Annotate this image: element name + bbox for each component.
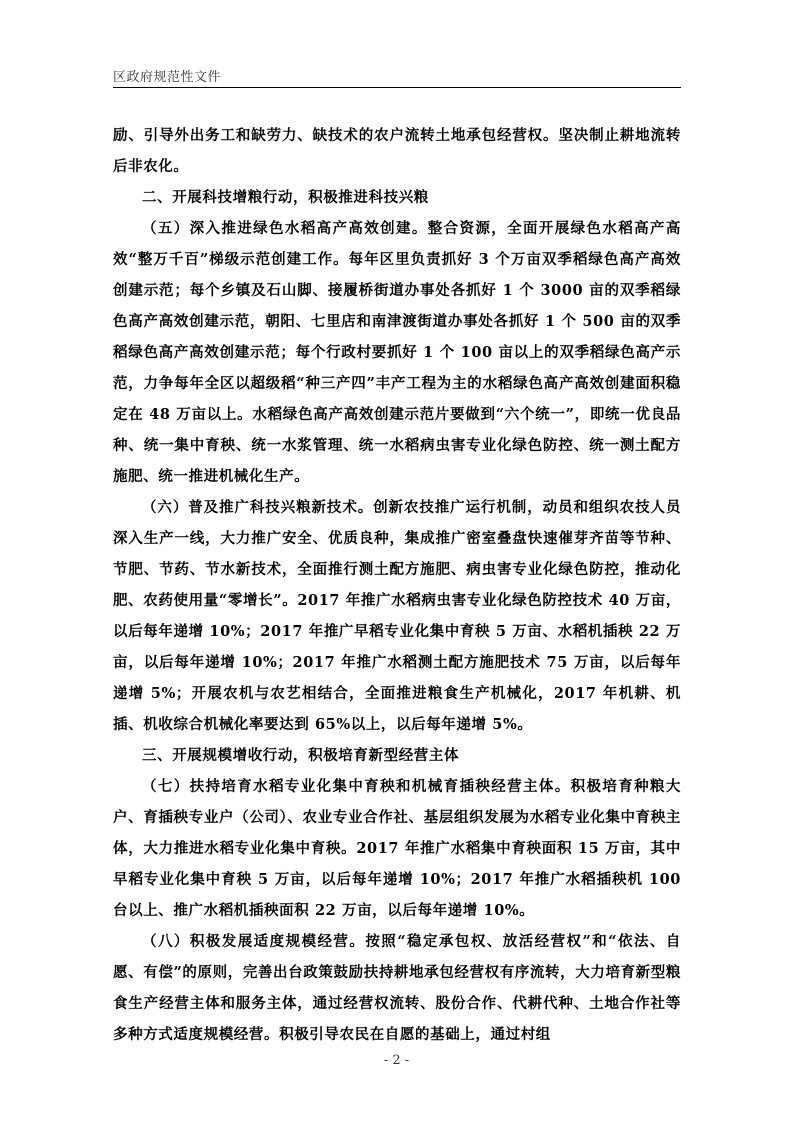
section-heading-2: 二、开展科技增粮行动，积极推进科技兴粮 <box>142 189 429 206</box>
header-divider <box>113 87 681 88</box>
paragraph-item-8: （八）积极发展适度规模经营。按照“稳定承包权、放活经营权”和“依法、自愿、有偿”的原则，完善出台政策鼓励扶持耕地承包经营权有序流转，大力培育新型粮食生产经营主体和服务主体，通过经营权流转、股份合作、代耕代种、土地合作社等多种方式适度规模经营。积极引导农民在自愿的基础上，通过村组 <box>113 933 681 1043</box>
document-body <box>113 120 681 1050</box>
paragraph-item-6: （六）普及推广科技兴粮新技术。创新农技推广运行机制，动员和组织农技人员深入生产一线，大力推广安全、优质良种，集成推广密室叠盘快速催芽齐苗等节种、节肥、节药、节水新技术，全面推行测土配方施肥、病虫害专业化绿色防控，推动化肥、农药使用量“零增长”。2017 年推广水稻病虫害专业化绿色防控技术 40 万亩，以后每年递增 10%；2017 年推广早稻专业化集中育秧 5 万亩、水稻机插秧 22 万亩，以后每年递增 10%；2017 年推广水稻测土配方施肥技术 75 万亩，以后每年递增 5%；开展农机与农艺相结合，全面推进粮食生产机械化，2017 年机耕、机插、机收综合机械化率要达到 65%以上，以后每年递增 5%。 <box>113 499 681 733</box>
section-heading-3: 三、开展规模增收行动，积极培育新型经营主体 <box>142 747 460 764</box>
paragraph-item-5: （五）深入推进绿色水稻高产高效创建。整合资源，全面开展绿色水稻高产高效“整万千百”梯级示范创建工作。每年区里负责抓好 3 个万亩双季稻绿色高产高效创建示范；每个乡镇及石山脚、接履桥街道办事处各抓好 1 个 3000 亩的双季稻绿色高产高效创建示范，朝阳、七里店和南津渡街道办事处各抓好 1 个 500 亩的双季稻绿色高产高效创建示范；每个行政村要抓好 1 个 100 亩以上的双季稻绿色高产示范，力争每年全区以超级稻“种三产四”丰产工程为主的水稻绿色高产高效创建面积稳定在 48 万亩以上。水稻绿色高产高效创建示范片要做到“六个统一”，即统一优良品种、统一集中育秧、统一水浆管理、统一水稻病虫害专业化绿色防控、统一测土配方施肥、统一推进机械化生产。 <box>113 220 681 485</box>
running-header: 区政府规范性文件 <box>113 70 222 85</box>
paragraph-item-7: （七）扶持培育水稻专业化集中育秧和机械育插秧经营主体。积极培育种粮大户、育插秧专业户（公司）、农业专业合作社、基层组织发展为水稻专业化集中育秧主体，大力推进水稻专业化集中育秧。2017 年推广水稻集中育秧面积 15 万亩，其中早稻专业化集中育秧 5 万亩，以后每年递增 10%；2017 年推广水稻插秧机 100 台以上、推广水稻机插秧面积 22 万亩，以后每年递增 10%。 <box>113 778 681 919</box>
paragraph-continuation: 励、引导外出务工和缺劳力、缺技术的农户流转土地承包经营权。坚决制止耕地流转后非农化。 <box>113 127 681 175</box>
page-number: - 2 - <box>383 1053 410 1068</box>
